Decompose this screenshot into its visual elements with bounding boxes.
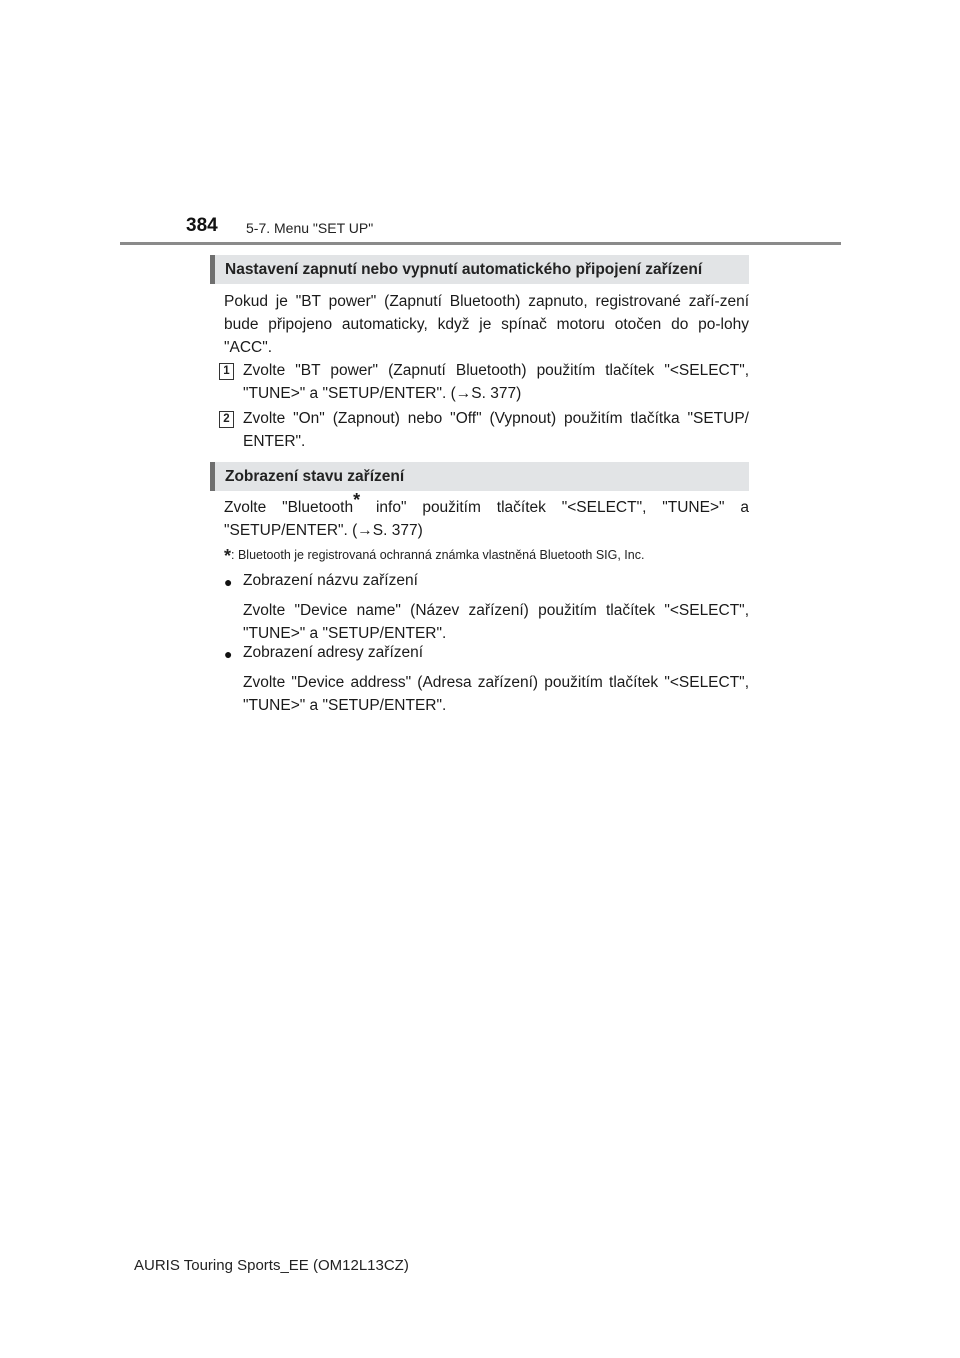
item-title-device-address: Zobrazení adresy zařízení — [243, 644, 424, 661]
section-heading-text: Zobrazení stavu zařízení — [225, 467, 405, 485]
step-text-1: Zvolte "BT power" (Zapnutí Bluetooth) použitím tlačítek "<SELECT", "TUNE>" a "SETUP/ENTER". (→S. 377) — [243, 362, 749, 402]
bullet-icon: ● — [224, 646, 233, 662]
header-rule — [120, 242, 841, 245]
item-text-device-name: Zvolte "Device name" (Název zařízení) použitím tlačítek "<SELECT", "TUNE>" a "SETUP/ENTER". — [243, 602, 749, 642]
bullet-icon: ● — [224, 574, 233, 590]
intro-text-start: Zvolte "Bluetooth — [224, 499, 354, 516]
item-text-device-address: Zvolte "Device address" (Adresa zařízení) použitím tlačítek "<SELECT", "TUNE>" a "SETUP/ENTER". — [243, 674, 749, 714]
section-heading-device-status — [210, 462, 749, 491]
trademark-footnote — [224, 546, 644, 567]
step-number-1: 1 — [219, 363, 234, 380]
item-title-device-name: Zobrazení názvu zařízení — [243, 572, 418, 589]
section-heading-text: Nastavení zapnutí nebo vypnutí automatického připojení zařízení — [225, 260, 703, 278]
intro-text-end: info" použitím tlačítek "<SELECT", "TUNE>" a "SETUP/ENTER". (→S. 377) — [224, 499, 749, 539]
footnote-text: : Bluetooth je registrovaná ochranná známka vlastněná Bluetooth SIG, Inc. — [231, 548, 645, 562]
chapter-title: 5-7. Menu "SET UP" — [246, 220, 374, 236]
footer-model: AURIS Touring Sports_EE (OM12L13CZ) — [134, 1257, 409, 1274]
page-number: 384 — [186, 215, 218, 236]
device-status-intro — [224, 489, 749, 542]
step-number-2: 2 — [219, 411, 234, 428]
step-text-2: Zvolte "On" (Zapnout) nebo "Off" (Vypnout) použitím tlačítka "SETUP/ ENTER". — [243, 410, 749, 450]
auto-connect-intro: Pokud je "BT power" (Zapnutí Bluetooth) zapnuto, registrované zaří-zení bude připojeno automaticky, když je spínač motoru otočen do po-lohy "ACC". — [224, 293, 749, 356]
trademark-asterisk: * — [353, 489, 361, 510]
footnote-asterisk: * — [224, 546, 232, 566]
section-heading-auto-connect — [210, 255, 749, 284]
